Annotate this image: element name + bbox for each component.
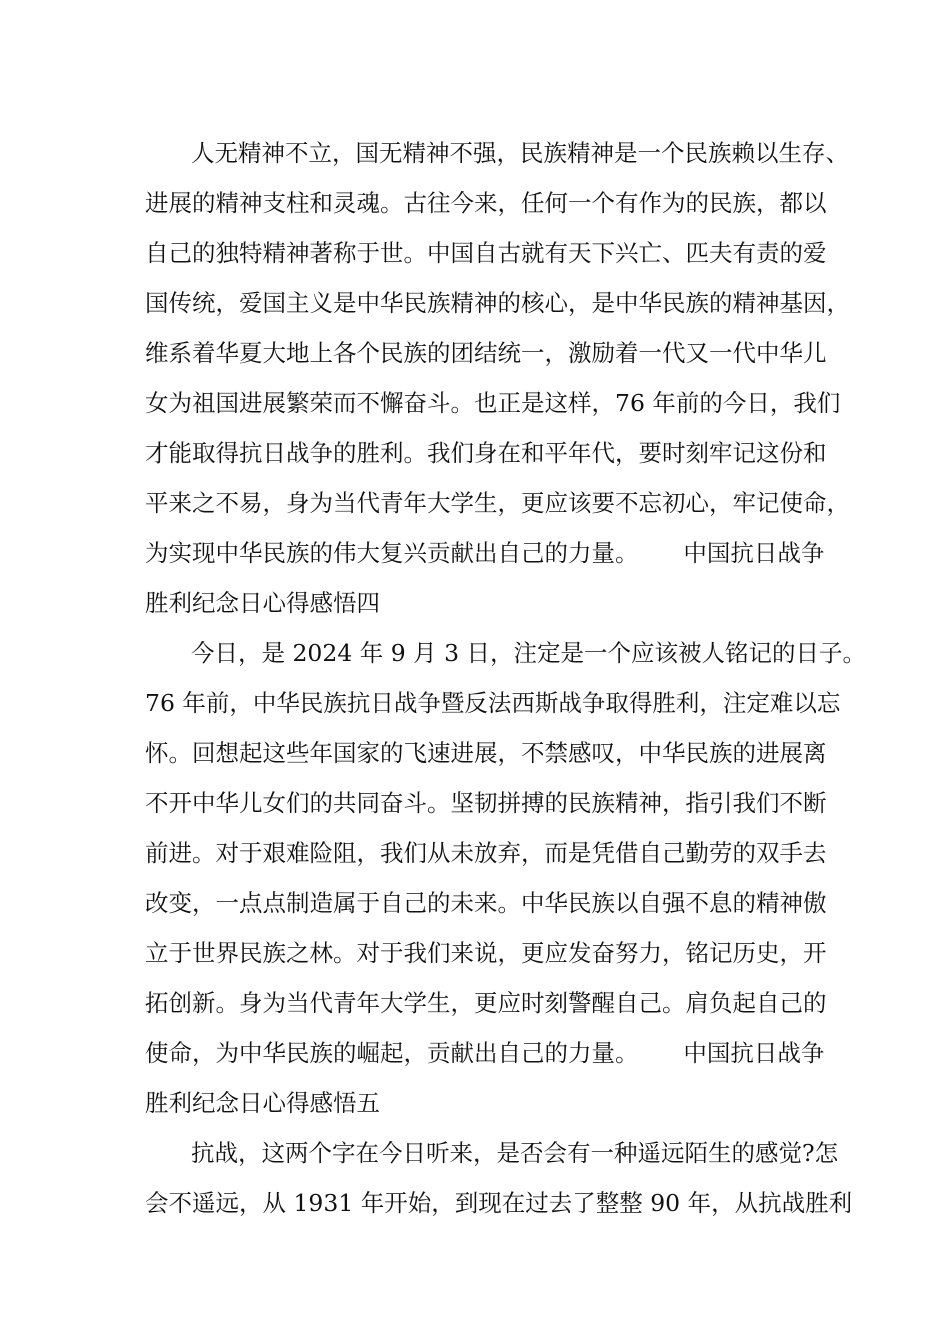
text-line: 76 年前，中华民族抗日战争暨反法西斯战争取得胜利，注定难以忘 (145, 689, 841, 717)
text-line: 使命，为中华民族的崛起，贡献出自己的力量。 中国抗日战争 (145, 1039, 825, 1067)
text-line: 平来之不易，身为当代青年大学生，更应该要不忘初心，牢记使命， (145, 489, 850, 517)
text-line: 维系着华夏大地上各个民族的团结统一，激励着一代又一代中华儿 (145, 339, 827, 367)
text-line: 国传统，爱国主义是中华民族精神的核心，是中华民族的精神基因， (145, 289, 850, 317)
text-line: 今日，是 2024 年 9 月 3 日，注定是一个应该被人铭记的日子。 (191, 639, 867, 667)
text-line: 怀。回想起这些年国家的飞速进展，不禁感叹，中华民族的进展离 (145, 739, 827, 767)
text-line: 拓创新。身为当代青年大学生，更应时刻警醒自己。肩负起自己的 (145, 989, 827, 1017)
text-line: 胜利纪念日心得感悟五 (145, 1089, 380, 1117)
text-line: 立于世界民族之林。对于我们来说，更应发奋努力，铭记历史，开 (145, 939, 827, 967)
text-line: 胜利纪念日心得感悟四 (145, 589, 380, 617)
text-line: 女为祖国进展繁荣而不懈奋斗。也正是这样，76 年前的今日，我们 (145, 389, 841, 417)
text-line: 不开中华儿女们的共同奋斗。坚韧拼搏的民族精神，指引我们不断 (145, 789, 827, 817)
text-line: 为实现中华民族的伟大复兴贡献出自己的力量。 中国抗日战争 (145, 539, 825, 567)
text-line: 自己的独特精神著称于世。中国自古就有天下兴亡、匹夫有责的爱 (145, 239, 827, 267)
text-line: 人无精神不立，国无精神不强，民族精神是一个民族赖以生存、 (191, 139, 849, 167)
text-line: 会不遥远，从 1931 年开始，到现在过去了整整 90 年，从抗战胜利 (145, 1189, 853, 1217)
text-line: 进展的精神支柱和灵魂。古往今来，任何一个有作为的民族，都以 (145, 189, 827, 217)
document-page (145, 128, 867, 1228)
text-line: 抗战，这两个字在今日听来，是否会有一种遥远陌生的感觉?怎 (191, 1139, 839, 1167)
text-line: 改变，一点点制造属于自己的未来。中华民族以自强不息的精神傲 (145, 889, 827, 917)
text-line: 前进。对于艰难险阻，我们从未放弃，而是凭借自己勤劳的双手去 (145, 839, 827, 867)
text-line: 才能取得抗日战争的胜利。我们身在和平年代，要时刻牢记这份和 (145, 439, 827, 467)
